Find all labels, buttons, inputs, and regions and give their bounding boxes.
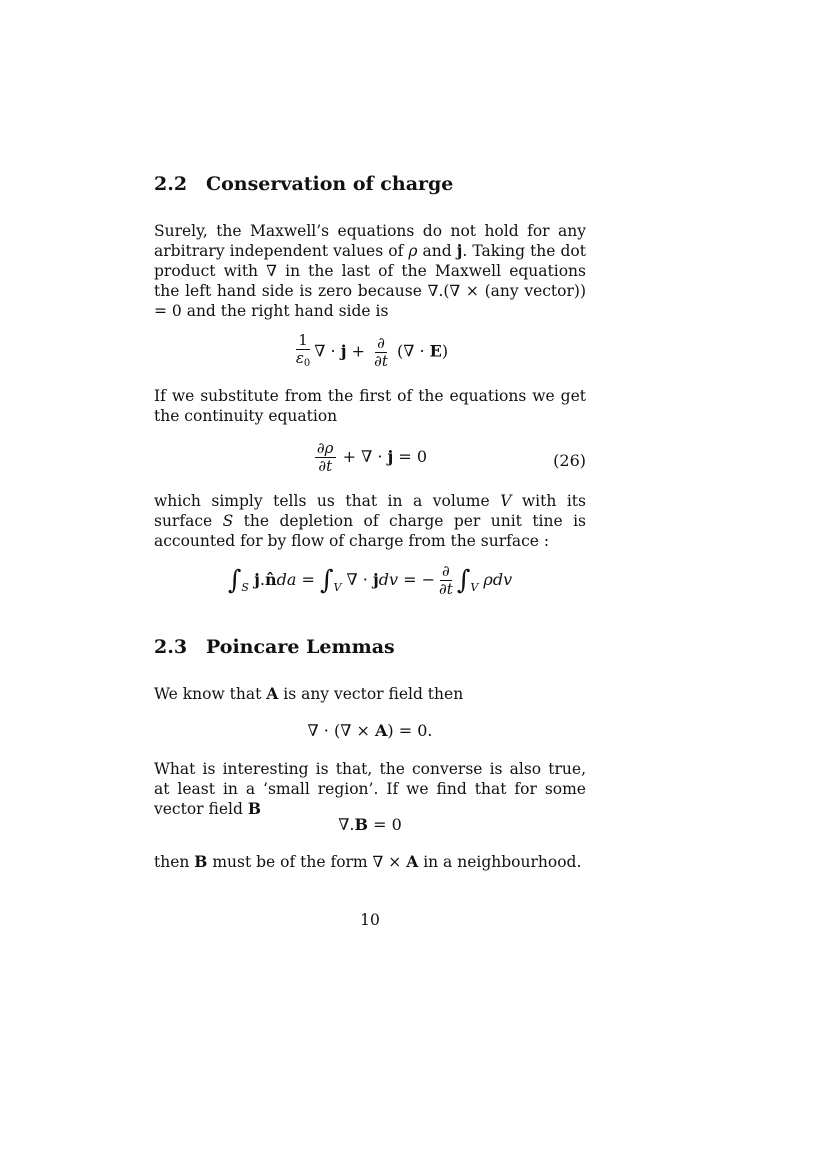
equation-divergence-rhs: $\frac{1}{\varepsilon_0}$ ∇ · j + $\frac{\partial}{\partial t}$ (∇ · E) <box>295 331 449 370</box>
section-number: 2.3 <box>154 636 188 658</box>
section-heading-conservation <box>154 173 453 195</box>
paragraph-converse: What is interesting is that, the converse is also true, at least in a ‘small region’. If we find that for some vector field B <box>154 760 586 818</box>
section-title: Conservation of charge <box>206 173 454 195</box>
section-title: Poincare Lemmas <box>206 636 395 658</box>
equation-integral-form: $\int_S$ j.n̂da = $\int_V$ ∇ · jdv = − $\frac{\partial}{\partial t}$ $\int_V$ ρdv <box>227 562 513 598</box>
equation-div-curl-zero: ∇ · (∇ × A) = 0. <box>307 721 433 740</box>
paragraph-vector-field: We know that A is any vector field then <box>154 684 464 703</box>
paragraph-maxwell-intro: Surely, the Maxwell’s equations do not hold for any arbitrary independent values of ρ and j. Taking the dot product with ∇ in the last of the Maxwell equations the left hand side is zero because ∇.(∇ × (any vector)) = 0 and the right hand side is <box>154 222 586 320</box>
paragraph-volume-surface: which simply tells us that in a volume V with its surface S the depletion of charge per unit tine is accounted for by flow of charge from the surface : <box>154 492 586 550</box>
page-number: 10 <box>360 911 380 929</box>
section-heading-poincare <box>154 636 395 658</box>
section-number: 2.2 <box>154 173 188 195</box>
equation-div-b-zero: ∇.B = 0 <box>338 815 402 834</box>
equation-continuity: $\frac{\partial\rho}{\partial t}$ + ∇ · j = 0 (26) <box>316 439 586 475</box>
equation-number: (26) <box>553 451 586 470</box>
paragraph-conclusion: then B must be of the form ∇ × A in a neighbourhood. <box>154 852 582 871</box>
paragraph-substitute: If we substitute from the first of the equations we get the continuity equation <box>154 387 586 425</box>
